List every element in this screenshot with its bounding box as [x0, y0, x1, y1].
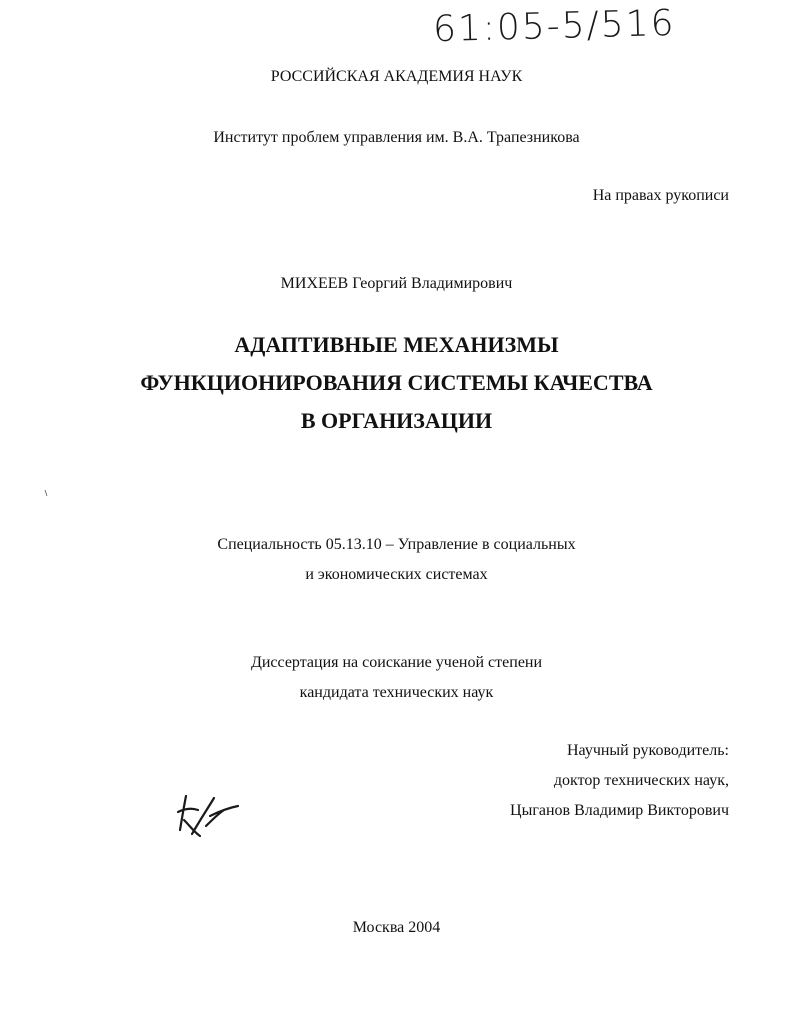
specialty-line-1: Специальность 05.13.10 – Управление в социальных	[217, 536, 576, 553]
handwritten-signature	[172, 790, 242, 840]
title-line-3: В ОРГАНИЗАЦИИ	[300, 408, 493, 433]
supervisor-name: Цыганов Владимир Викторович	[510, 802, 729, 819]
handwritten-archive-number: 61:05-5/516	[432, 2, 676, 51]
author-name: МИХЕЕВ Георгий Владимирович	[280, 275, 513, 292]
title-line-1: АДАПТИВНЫЕ МЕХАНИЗМЫ	[234, 332, 559, 357]
rights-notice: На правах рукописи	[592, 187, 729, 204]
specialty-line-2: и экономических системах	[305, 566, 488, 583]
dissertation-line-1: Диссертация на соискание ученой степени	[250, 654, 543, 671]
supervisor-degree: доктор технических наук,	[553, 772, 729, 789]
academy-name: РОССИЙСКАЯ АКАДЕМИЯ НАУК	[270, 68, 523, 85]
institute-name: Институт проблем управления им. В.А. Трапезникова	[213, 129, 580, 146]
city-year: Москва 2004	[352, 919, 441, 936]
supervisor-label: Научный руководитель:	[566, 742, 729, 759]
scan-speck	[44, 490, 48, 496]
dissertation-line-2: кандидата технических наук	[299, 684, 494, 701]
title-line-2: ФУНКЦИОНИРОВАНИЯ СИСТЕМЫ КАЧЕСТВА	[140, 370, 653, 395]
